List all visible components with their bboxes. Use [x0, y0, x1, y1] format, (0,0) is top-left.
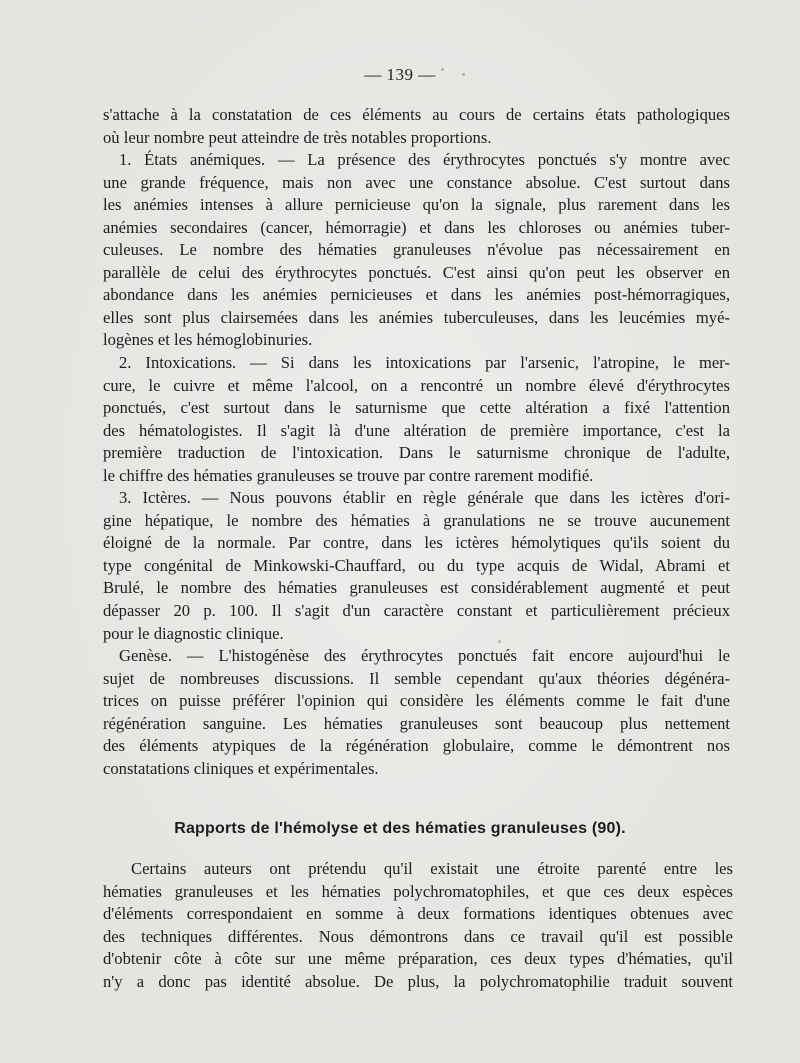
text-line-heading-icteres: 3. Ictères. — Nous pouvons établir en règle générale que dans les ictères d'ori-: [119, 488, 730, 508]
text-line: les anémies intenses à allure pernicieuse qu'on la signale, plus rarement dans les: [103, 195, 730, 215]
text-line: cure, le cuivre et même l'alcool, on a rencontré un nombre élevé d'érythrocytes: [103, 375, 730, 395]
text-line: pour le diagnostic clinique.: [103, 623, 284, 643]
text-line: des hématologistes. Il s'agit là d'une altération de première importance, c'est la: [103, 420, 730, 440]
text-line-heading-anemies: 1. États anémiques. — La présence des érythrocytes ponctués s'y montre avec: [119, 150, 730, 170]
text-line: s'attache à la constatation de ces éléments au cours de certains états pathologiques: [103, 105, 730, 124]
section-title: Rapports de l'hémolyse et des hématies granuleuses (90).: [174, 820, 626, 837]
text-line: constatations cliniques et expérimentales.: [103, 758, 379, 778]
text-line: le chiffre des hématies granuleuses se trouve par contre rarement modifié.: [103, 465, 594, 485]
text-line: abondance dans les anémies pernicieuses et dans les anémies post-hémorragiques,: [103, 285, 730, 305]
page-number: — 139 —: [364, 65, 436, 84]
text-line: des techniques différentes. Nous démontrons dans ce travail qu'il est possible: [103, 926, 733, 946]
text-line-heading-genese: Genèse. — L'histogénèse des érythrocytes ponctués fait encore aujourd'hui le: [119, 646, 730, 666]
text-line: d'obtenir côte à côte sur une même préparation, ces deux types d'hématies, qu'il: [103, 949, 733, 969]
text-line: éloigné de la normale. Par contre, dans les ictères hémolytiques qu'ils soient du: [103, 533, 730, 553]
text-line: d'éléments correspondaient en somme à deux formations identiques obtenues avec: [103, 904, 733, 924]
text-line: logènes et les hémoglobinuries.: [103, 330, 313, 350]
text-line: une grande fréquence, mais non avec une constance absolue. C'est surtout dans: [103, 172, 730, 192]
text-line: régénération sanguine. Les hématies granuleuses sont beaucoup plus nettement: [103, 713, 730, 733]
text-line: elles sont plus clairsemées dans les anémies tuberculeuses, dans les leucémies myé-: [103, 307, 730, 327]
second-text-block: [103, 858, 733, 993]
main-text-block: [103, 104, 730, 780]
text-line: sujet de nombreuses discussions. Il semble cependant qu'aux théories dégénéra-: [103, 668, 730, 688]
text-line: Brulé, le nombre des hématies granuleuses est considérablement augmenté et peut: [103, 578, 730, 598]
text-line: culeuses. Le nombre des hématies granuleuses n'évolue pas nécessairement en: [103, 240, 730, 260]
text-line-heading-intoxications: 2. Intoxications. — Si dans les intoxications par l'arsenic, l'atropine, le mer-: [119, 353, 730, 373]
text-line: gine hépatique, le nombre des hématies à granulations ne se trouve aucunement: [103, 510, 730, 530]
text-line: ponctués, c'est surtout dans le saturnisme que cette altération a fixé l'attention: [103, 398, 730, 418]
text-line: anémies secondaires (cancer, hémorragie) et dans les chloroses ou anémies tuber-: [103, 217, 730, 237]
text-line: Certains auteurs ont prétendu qu'il existait une étroite parenté entre les: [131, 859, 733, 878]
text-line: des éléments atypiques de la régénération globulaire, comme le démontrent nos: [103, 736, 730, 756]
text-line: première traduction de l'intoxication. Dans le saturnisme chronique de l'adulte,: [103, 443, 730, 463]
text-line: où leur nombre peut atteindre de très notables proportions.: [103, 127, 492, 147]
paper-speck: [441, 68, 444, 71]
text-line: trices on puisse préférer l'opinion qui considère les éléments comme le fait d'une: [103, 691, 730, 711]
paper-speck: [498, 640, 501, 643]
text-line: hématies granuleuses et les hématies polychromatophiles, et que ces deux espèces: [103, 881, 733, 901]
text-line: type congénital de Minkowski-Chauffard, ou du type acquis de Widal, Abrami et: [103, 555, 730, 575]
paper-speck: [462, 73, 465, 76]
text-line: dépasser 20 p. 100. Il s'agit d'un caractère constant et particulièrement précieux: [103, 601, 730, 621]
text-line: parallèle de celui des érythrocytes ponctués. C'est ainsi qu'on peut les observer en: [103, 262, 730, 282]
text-line: n'y a donc pas identité absolue. De plus, la polychromatophilie traduit souvent: [103, 971, 733, 991]
